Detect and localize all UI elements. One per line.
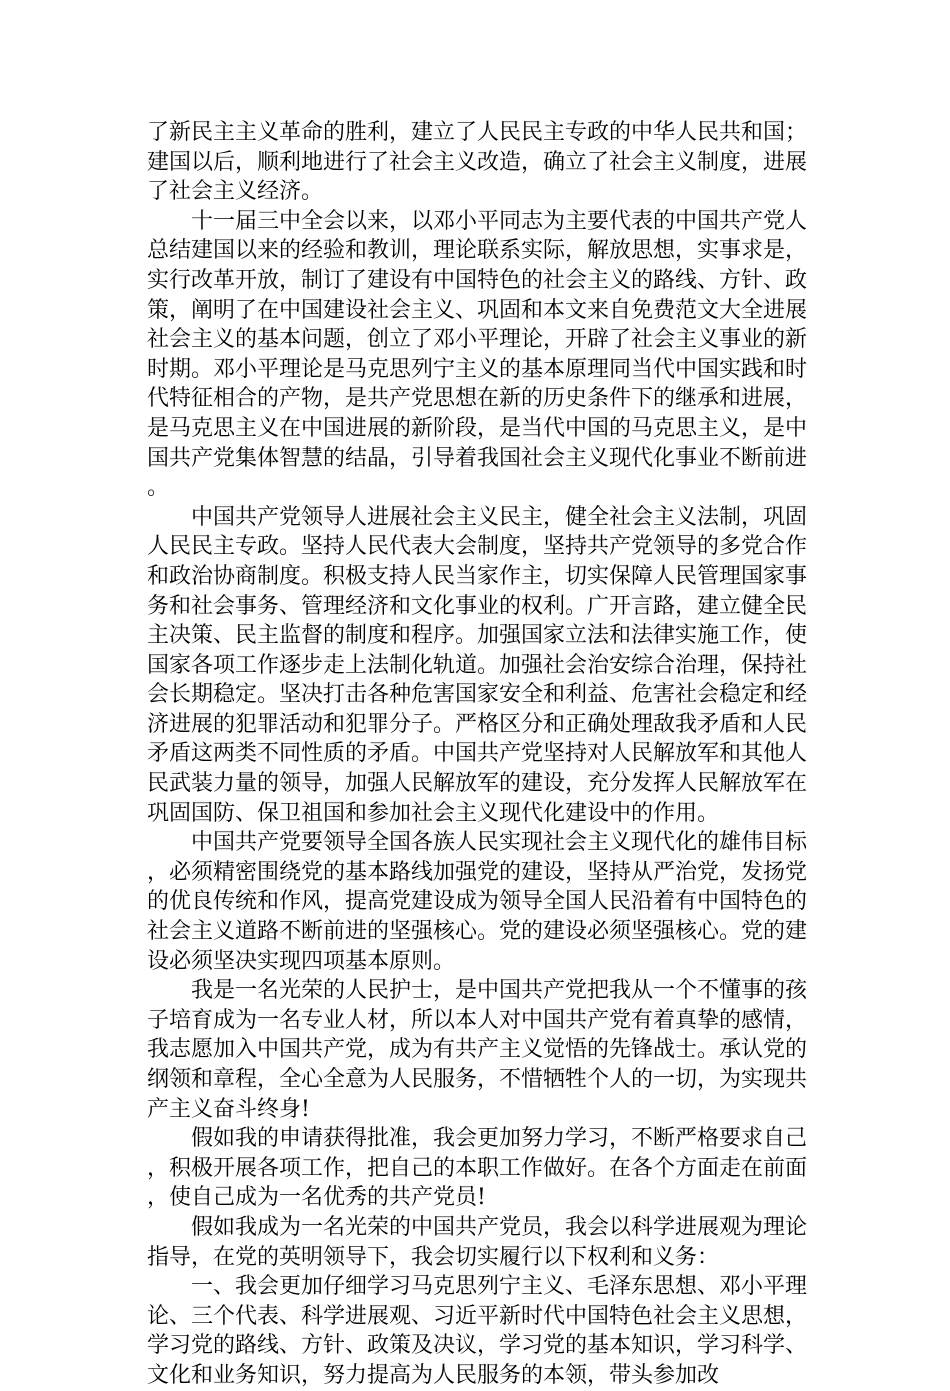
paragraph-third-plenum: 十一届三中全会以来，以邓小平同志为主要代表的中国共产党人总结建国以来的经验和教训，理论联系实际，解放思想，实事求是，实行改革开放，制订了建设有中国特色的社会主义的路线、方针、政策，阐明了在中国建设社会主义、巩固和本文来自免费范文大全进展社会主义的基本问题，创立了邓小平理论，开辟了社会主义事业的新时期。邓小平理论是马克思列宁主义的基本原理同当代中国实践和时代特征相合的产物，是共产党思想在新的历史条件下的继承和进展，是马克思主义在中国进展的新阶段，是当代中国的马克思主义，是中国共产党集体智慧的结晶，引导着我国社会主义现代化事业不断前进。 — [147, 208, 808, 501]
paragraph-duty-one: 一、我会更加仔细学习马克思列宁主义、毛泽东思想、邓小平理论、三个代表、科学进展观、习近平新时代中国特色社会主义思想，学习党的路线、方针、政策及决议，学习党的基本知识，学习科学、文化和业务知识，努力提高为人民服务的本领，带头参加改 — [147, 1274, 808, 1388]
paragraph-if-approved: 假如我的申请获得批准，我会更加努力学习，不断严格要求自己，积极开展各项工作，把自己的本职工作做好。在各个方面走在前面，使自己成为一名优秀的共产党员! — [147, 1126, 808, 1211]
paragraph-party-building: 中国共产党要领导全国各族人民实现社会主义现代化的雄伟目标，必须精密围绕党的基本路线加强党的建设，坚持从严治党，发扬党的优良传统和作风，提高党建设成为领导全国人民沿着有中国特色的社会主义道路不断前进的坚强核心。党的建设必须坚强核心。党的建设必须坚决实现四项基本原则。 — [147, 830, 808, 974]
paragraph-rights-duties-intro: 假如我成为一名光荣的中国共产党员，我会以科学进展观为理论指导，在党的英明领导下，我会切实履行以下权利和义务： — [147, 1214, 808, 1270]
paragraph-socialist-democracy: 中国共产党领导人进展社会主义民主，健全社会主义法制，巩固人民民主专政。坚持人民代表大会制度，坚持共产党领导的多党合作和政治协商制度。积极支持人民当家作主，切实保障人民管理国家事务和社会事务、管理经济和文化事业的权利。广开言路，建立健全民主决策、民主监督的制度和程序。加强国家立法和法律实施工作，使国家各项工作逐步走上法制化轨道。加强社会治安综合治理，保持社会长期稳定。坚决打击各种危害国家安全和利益、危害社会稳定和经济进展的犯罪活动和犯罪分子。严格区分和正确处理敌我矛盾和人民矛盾这两类不同性质的矛盾。中国共产党坚持对人民解放军和其他人民武装力量的领导，加强人民解放军的建设，充分发挥人民解放军在巩固国防、保卫祖国和参加社会主义现代化建设中的作用。 — [147, 504, 808, 826]
document-page — [147, 118, 807, 1391]
paragraph-personal-statement: 我是一名光荣的人民护士，是中国共产党把我从一个不懂事的孩子培育成为一名专业人材，所以本人对中国共产党有着真挚的感情，我志愿加入中国共产党，成为有共产主义觉悟的先锋战士。承认党的纲领和章程，全心全意为人民服务，不惜牺牲个人的一切，为实现共产主义奋斗终身! — [147, 978, 808, 1122]
paragraph-continuation: 了新民主主义革命的胜利，建立了人民民主专政的中华人民共和国；建国以后，顺利地进行了社会主义改造，确立了社会主义制度，进展了社会主义经济。 — [147, 120, 808, 205]
